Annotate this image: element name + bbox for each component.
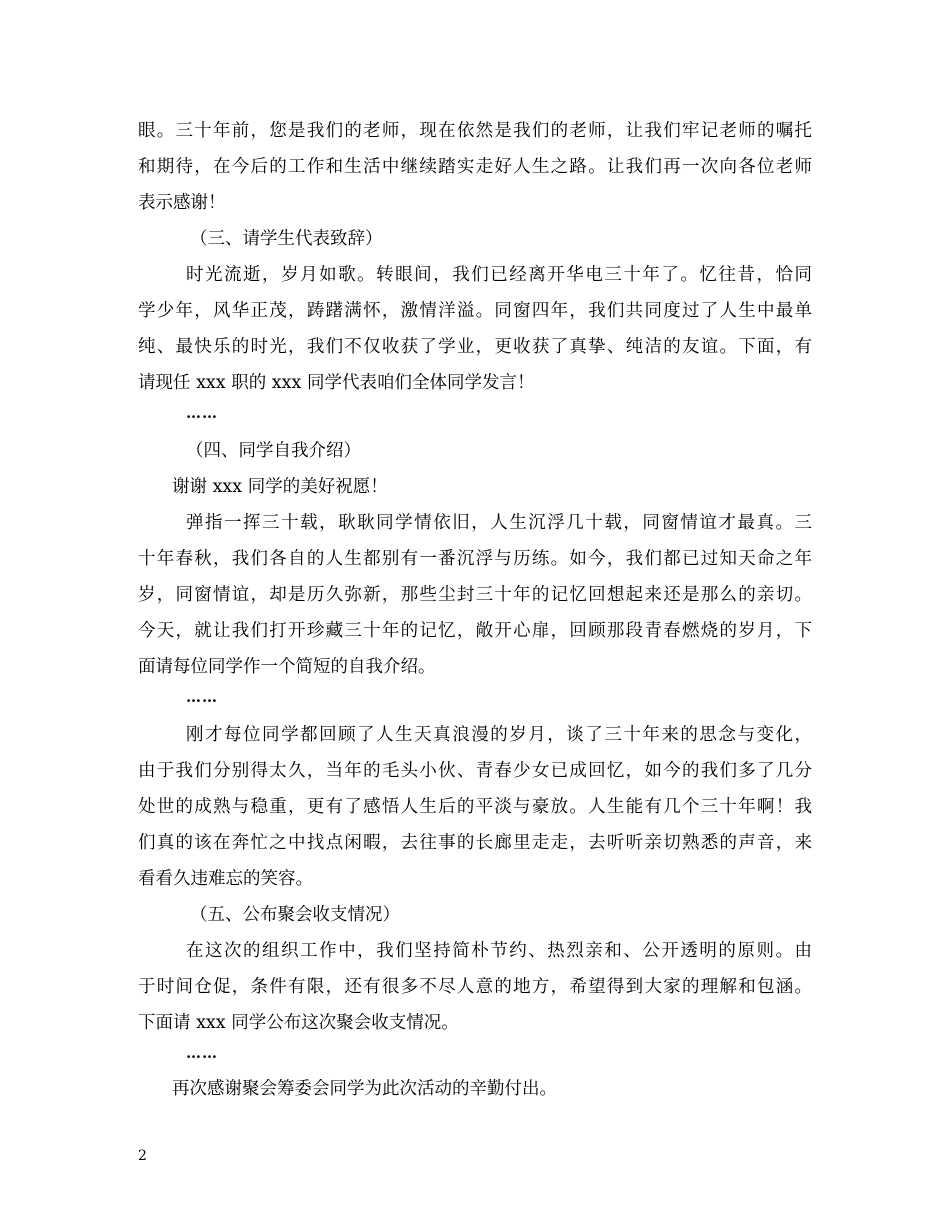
body-line: 刚才每位同学都回顾了人生天真浪漫的岁月，谈了三十年来的思念与变化， — [186, 725, 812, 745]
body-line: 表示感谢！ — [138, 193, 226, 213]
body-line: 今天，就让我们打开珍藏三十年的记忆，敞开心扉，回顾那段青春燃烧的岁月，下 — [138, 621, 812, 641]
body-line: 岁，同窗情谊，却是历久弥新，那些尘封三十年的记忆回想起来还是那么的亲切。 — [138, 585, 812, 605]
ellipsis: …… — [186, 688, 218, 706]
body-line: 看看久违难忘的笑容。 — [138, 869, 313, 889]
body-line: 十年春秋，我们各自的人生都别有一番沉浮与历练。如今，我们都已过知天命之年 — [138, 549, 812, 569]
body-line: 弹指一挥三十载，耿耿同学情依旧，人生沉浮几十载，同窗情谊才最真。三 — [186, 513, 812, 533]
body-line: 请现任 xxx 职的 xxx 同学代表咱们全体同学发言！ — [138, 373, 535, 393]
ellipsis: …… — [186, 1044, 218, 1062]
body-line: 和期待，在今后的工作和生活中继续踏实走好人生之路。让我们再一次向各位老师 — [138, 157, 812, 177]
body-line: 谢谢 xxx 同学的美好祝愿！ — [172, 477, 388, 497]
body-line: 面请每位同学作一个简短的自我介绍。 — [138, 657, 436, 677]
body-line: 处世的成熟与稳重，更有了感悟人生后的平淡与豪放。人生能有几个三十年啊！我 — [138, 797, 812, 817]
body-line: 眼。三十年前，您是我们的老师，现在依然是我们的老师，让我们牢记老师的嘱托 — [138, 121, 812, 141]
body-line: 时光流逝，岁月如歌。转眼间，我们已经离开华电三十年了。忆往昔，恰同 — [186, 265, 812, 285]
page-number: 2 — [138, 1148, 147, 1164]
body-line: 在这次的组织工作中，我们坚持简朴节约、热烈亲和、公开透明的原则。由 — [186, 941, 812, 961]
ellipsis: …… — [186, 404, 218, 422]
section-heading: （三、请学生代表致辞） — [190, 229, 383, 249]
body-line: 再次感谢聚会筹委会同学为此次活动的辛勤付出。 — [172, 1079, 557, 1099]
body-line: 纯、最快乐的时光，我们不仅收获了学业，更收获了真挚、纯洁的友谊。下面，有 — [138, 337, 812, 357]
body-line: 于时间仓促，条件有限，还有很多不尽人意的地方，希望得到大家的理解和包涵。 — [138, 977, 812, 997]
body-line: 学少年，风华正茂，踌躇满怀，激情洋溢。同窗四年，我们共同度过了人生中最单 — [138, 301, 812, 321]
section-heading: （四、同学自我介绍） — [186, 441, 361, 461]
body-line: 下面请 xxx 同学公布这次聚会收支情况。 — [138, 1013, 459, 1033]
body-line: 们真的该在奔忙之中找点闲暇，去往事的长廊里走走，去听听亲切熟悉的声音，来 — [138, 833, 812, 853]
section-heading: （五、公布聚会收支情况） — [190, 905, 400, 925]
body-line: 由于我们分别得太久，当年的毛头小伙、青春少女已成回忆，如今的我们多了几分 — [138, 761, 812, 781]
